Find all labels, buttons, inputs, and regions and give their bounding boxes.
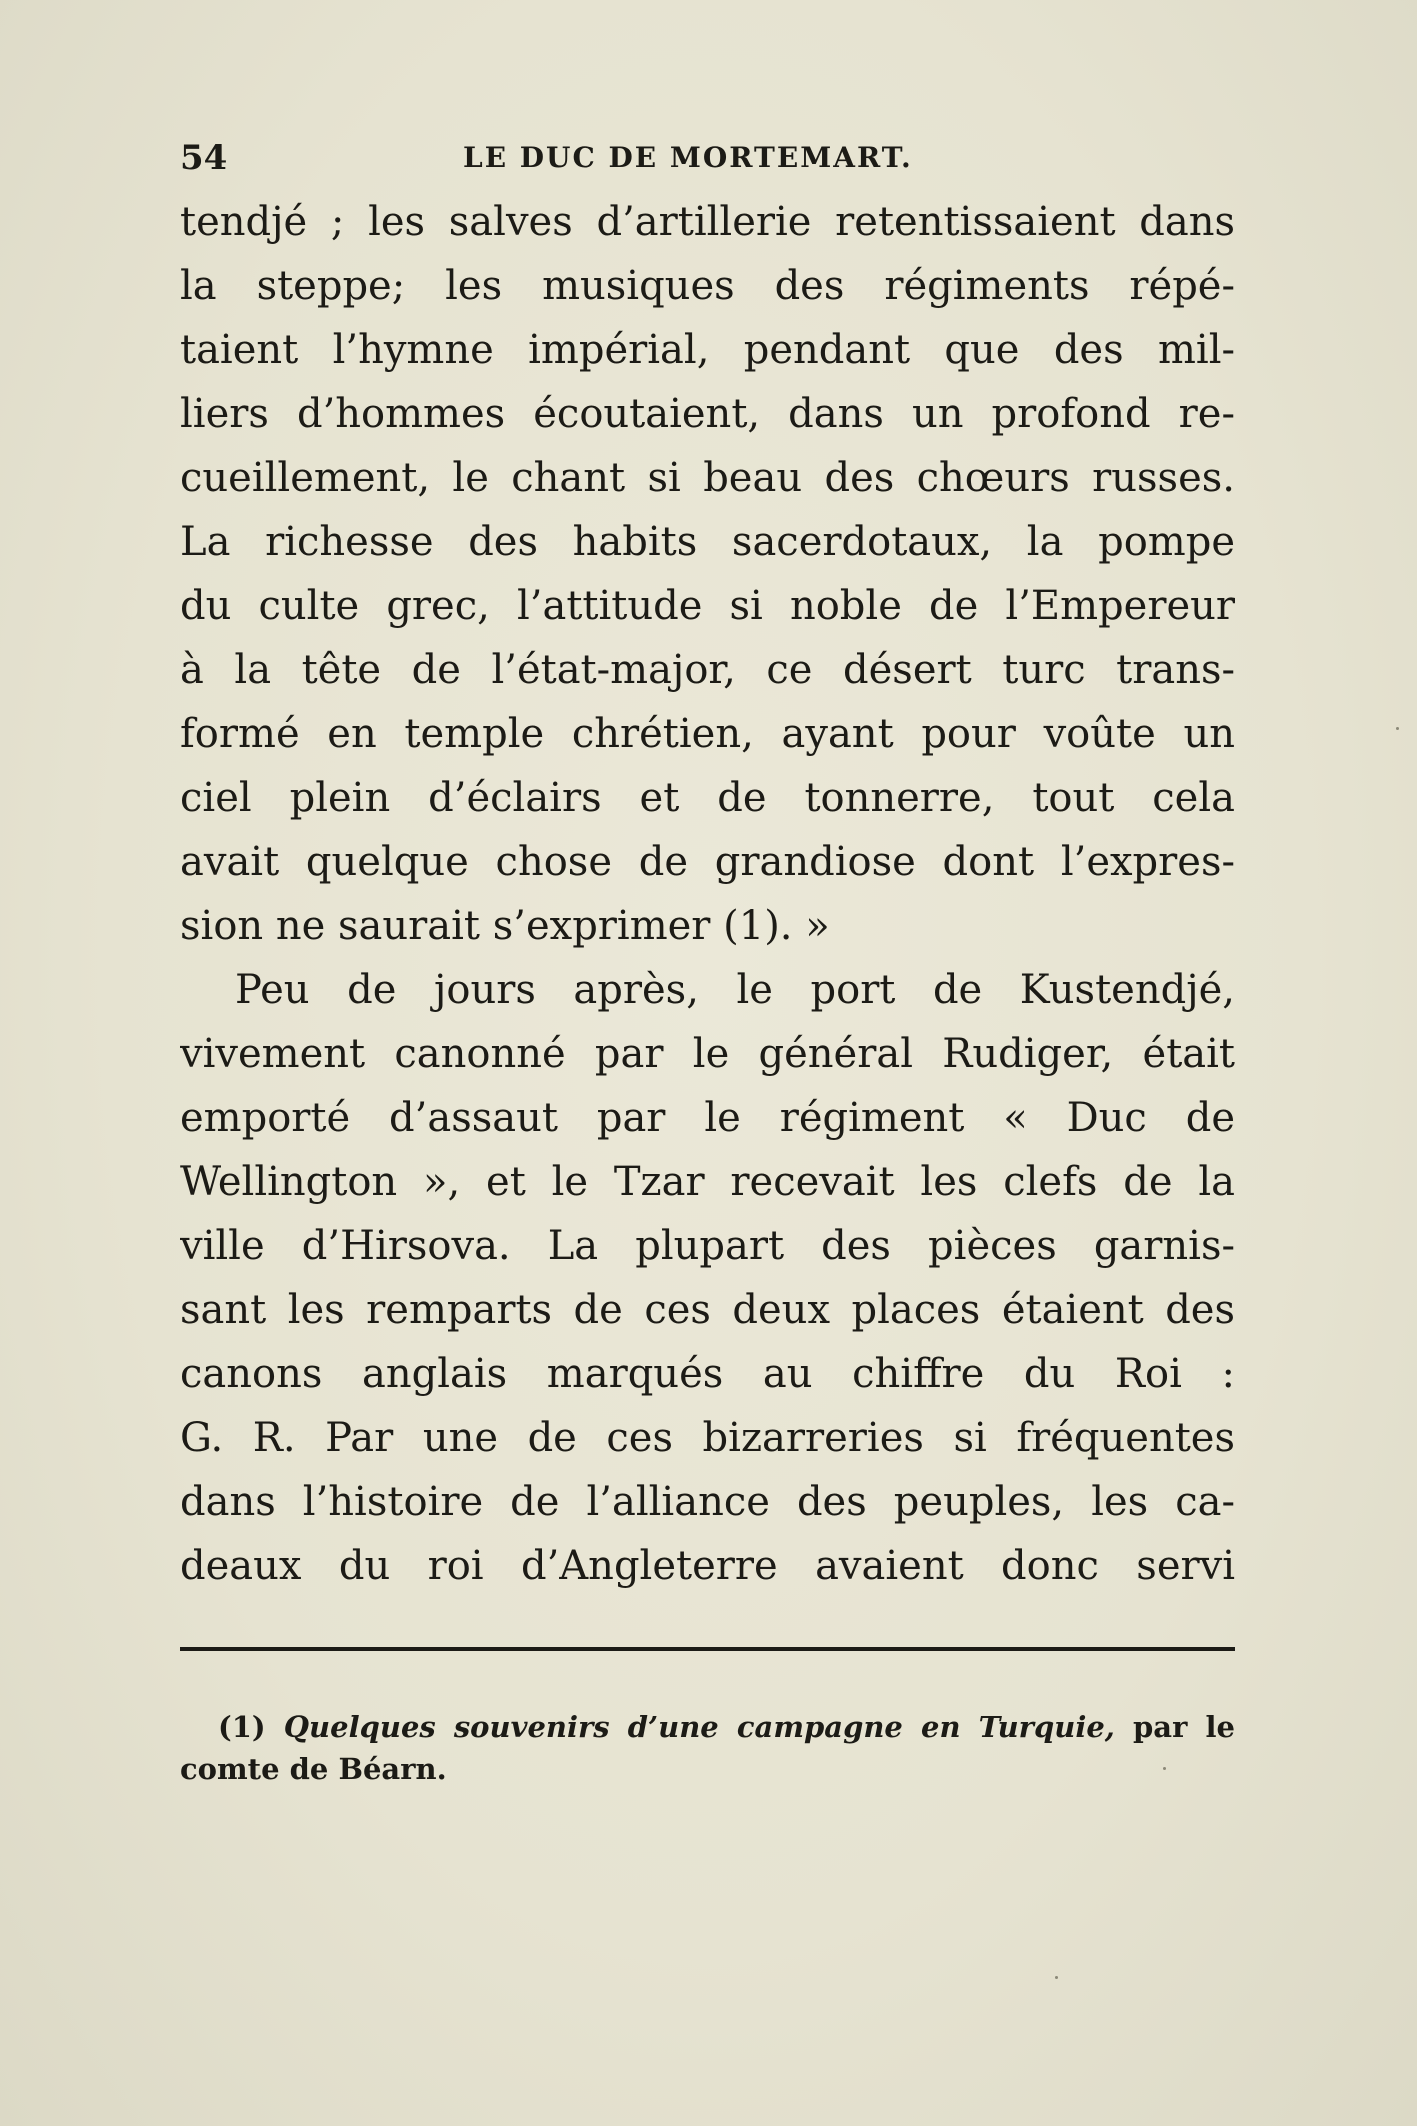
text-line: vivement canonné par le général Rudiger, était — [180, 1031, 1235, 1077]
text-line: La richesse des habits sacerdotaux, la pompe — [180, 519, 1235, 565]
text-line: canons anglais marqués au chiffre du Roi : — [180, 1351, 1235, 1397]
text-line: emporté d’assaut par le régiment « Duc de — [180, 1095, 1235, 1141]
text-line: taient l’hymne impérial, pendant que des mil- — [180, 327, 1235, 373]
text-line: sant les remparts de ces deux places étaient des — [180, 1287, 1235, 1333]
footnote — [180, 1706, 1235, 1790]
text-line: du culte grec, l’attitude si noble de l’Empereur — [180, 583, 1235, 629]
text-line: à la tête de l’état-major, ce désert turc trans- — [180, 647, 1235, 693]
text-line: sion ne saurait s’exprimer (1). » — [180, 903, 830, 949]
text-line: deaux du roi d’Angleterre avaient donc servi — [180, 1543, 1235, 1589]
running-head — [180, 138, 1235, 178]
footnote-marker: (1) — [218, 1710, 266, 1744]
text-line: G. R. Par une de ces bizarreries si fréquentes — [180, 1415, 1235, 1461]
paragraph-start-line: Peu de jours après, le port de Kustendjé, — [235, 967, 1235, 1013]
footnote-text: par le — [1133, 1710, 1235, 1744]
paper-speck — [1055, 1976, 1058, 1979]
page-number: 54 — [180, 138, 228, 178]
text-line: cueillement, le chant si beau des chœurs russes. — [180, 455, 1235, 501]
paper-speck — [1396, 727, 1399, 730]
text-line: formé en temple chrétien, ayant pour voûte un — [180, 711, 1235, 757]
running-title: LE DUC DE MORTEMART. — [463, 141, 913, 174]
text-line: ville d’Hirsova. La plupart des pièces garnis- — [180, 1223, 1235, 1269]
footnote-line-2: comte de Béarn. — [180, 1752, 447, 1786]
text-line: liers d’hommes écoutaient, dans un profond re- — [180, 391, 1235, 437]
paper-speck — [1163, 1767, 1166, 1770]
body-text — [180, 190, 1235, 1598]
footnote-rule — [180, 1647, 1235, 1651]
text-line: la steppe; les musiques des régiments répé- — [180, 263, 1235, 309]
text-line: dans l’histoire de l’alliance des peuples, les ca- — [180, 1479, 1235, 1525]
footnote-cited-title: Quelques souvenirs d’une campagne en Turquie, — [283, 1710, 1115, 1744]
text-line: Wellington », et le Tzar recevait les clefs de la — [180, 1159, 1235, 1205]
text-line: avait quelque chose de grandiose dont l’expres- — [180, 839, 1235, 885]
text-line: ciel plein d’éclairs et de tonnerre, tout cela — [180, 775, 1235, 821]
footnote-line — [180, 1706, 1235, 1748]
text-line: tendjé ; les salves d’artillerie retentissaient dans — [180, 199, 1235, 245]
